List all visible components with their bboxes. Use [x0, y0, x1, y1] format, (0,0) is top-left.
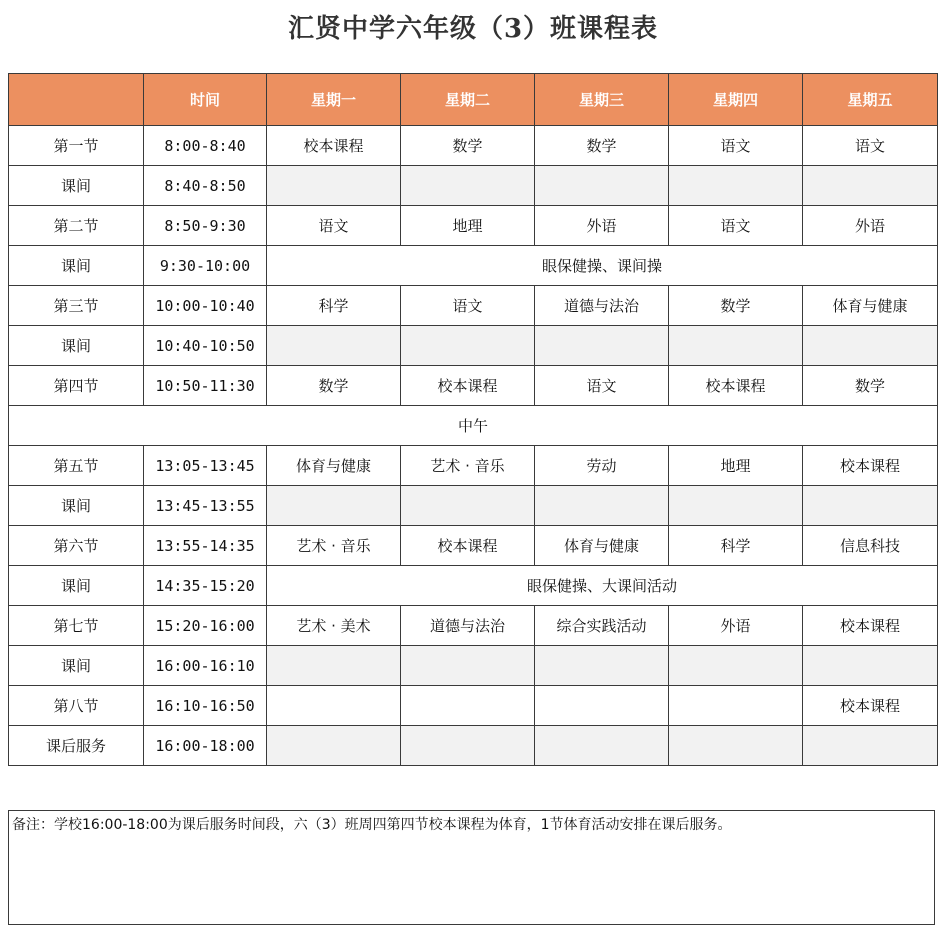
empty-cell: [401, 486, 535, 526]
table-row: [9, 246, 938, 286]
merged-activity-cell: 眼保健操、大课间活动: [267, 566, 938, 606]
empty-cell: [401, 166, 535, 206]
time-cell: 10:00-10:40: [144, 286, 267, 326]
course-cell: 校本课程: [401, 526, 535, 566]
time-cell: 8:00-8:40: [144, 126, 267, 166]
time-cell: 15:20-16:00: [144, 606, 267, 646]
empty-cell: [267, 486, 401, 526]
course-cell: 体育与健康: [803, 286, 938, 326]
table-row: [9, 646, 938, 686]
course-cell: 地理: [401, 206, 535, 246]
course-cell: 校本课程: [401, 366, 535, 406]
course-cell: 道德与法治: [535, 286, 669, 326]
empty-cell: [535, 726, 669, 766]
period-cell: 第四节: [9, 366, 144, 406]
time-cell: 10:40-10:50: [144, 326, 267, 366]
page-title: 汇贤中学六年级（3）班课程表: [287, 14, 659, 44]
time-cell: 16:00-18:00: [144, 726, 267, 766]
empty-cell: [535, 646, 669, 686]
header-time: 时间: [144, 74, 267, 126]
period-cell: 课间: [9, 326, 144, 366]
course-cell: 体育与健康: [267, 446, 401, 486]
course-cell: 校本课程: [669, 366, 803, 406]
course-cell: 外语: [669, 606, 803, 646]
header-row: [9, 74, 938, 126]
course-cell: [535, 686, 669, 726]
course-cell: 艺术 · 美术: [267, 606, 401, 646]
period-cell: 课后服务: [9, 726, 144, 766]
period-cell: 第二节: [9, 206, 144, 246]
course-cell: 校本课程: [803, 606, 938, 646]
period-cell: 课间: [9, 166, 144, 206]
empty-cell: [669, 646, 803, 686]
table-row: [9, 566, 938, 606]
time-cell: 9:30-10:00: [144, 246, 267, 286]
course-cell: [267, 686, 401, 726]
course-cell: 数学: [401, 126, 535, 166]
course-cell: 语文: [535, 366, 669, 406]
period-cell: 课间: [9, 246, 144, 286]
table-row: [9, 406, 938, 446]
course-cell: 数学: [803, 366, 938, 406]
empty-cell: [669, 486, 803, 526]
course-cell: [401, 686, 535, 726]
course-cell: 语文: [803, 126, 938, 166]
empty-cell: [535, 166, 669, 206]
course-cell: 艺术 · 音乐: [401, 446, 535, 486]
empty-cell: [267, 726, 401, 766]
header-corner-cell: [9, 74, 144, 126]
empty-cell: [267, 326, 401, 366]
course-cell: 校本课程: [803, 446, 938, 486]
period-cell: 第五节: [9, 446, 144, 486]
course-cell: 艺术 · 音乐: [267, 526, 401, 566]
period-cell: 第八节: [9, 686, 144, 726]
table-row: [9, 166, 938, 206]
course-cell: 语文: [401, 286, 535, 326]
table-row: [9, 726, 938, 766]
empty-cell: [401, 726, 535, 766]
empty-cell: [267, 646, 401, 686]
course-cell: 校本课程: [803, 686, 938, 726]
time-cell: 16:10-16:50: [144, 686, 267, 726]
empty-cell: [669, 326, 803, 366]
empty-cell: [803, 486, 938, 526]
empty-cell: [535, 326, 669, 366]
empty-cell: [803, 726, 938, 766]
course-cell: 语文: [669, 126, 803, 166]
table-row: [9, 606, 938, 646]
time-cell: 10:50-11:30: [144, 366, 267, 406]
course-cell: 科学: [267, 286, 401, 326]
table-row: [9, 326, 938, 366]
table-row: [9, 206, 938, 246]
header-tuesday: 星期二: [401, 74, 535, 126]
time-cell: 13:05-13:45: [144, 446, 267, 486]
table-row: [9, 446, 938, 486]
period-cell: 第三节: [9, 286, 144, 326]
period-cell: 课间: [9, 646, 144, 686]
course-cell: 地理: [669, 446, 803, 486]
time-cell: 16:00-16:10: [144, 646, 267, 686]
empty-cell: [669, 726, 803, 766]
header-thursday: 星期四: [669, 74, 803, 126]
course-cell: 数学: [267, 366, 401, 406]
header-wednesday: 星期三: [535, 74, 669, 126]
empty-cell: [803, 166, 938, 206]
course-cell: 综合实践活动: [535, 606, 669, 646]
time-cell: 8:50-9:30: [144, 206, 267, 246]
course-cell: 语文: [669, 206, 803, 246]
noon-cell: 中午: [9, 406, 938, 446]
table-row: [9, 526, 938, 566]
empty-cell: [669, 166, 803, 206]
course-cell: [669, 686, 803, 726]
course-cell: 信息科技: [803, 526, 938, 566]
header-monday: 星期一: [267, 74, 401, 126]
course-cell: 数学: [669, 286, 803, 326]
time-cell: 8:40-8:50: [144, 166, 267, 206]
empty-cell: [401, 326, 535, 366]
period-cell: 课间: [9, 486, 144, 526]
empty-cell: [535, 486, 669, 526]
course-cell: 外语: [803, 206, 938, 246]
empty-cell: [401, 646, 535, 686]
course-cell: 道德与法治: [401, 606, 535, 646]
remarks-note: 备注：学校16:00-18:00为课后服务时间段，六（3）班周四第四节校本课程为体育，1节体育活动安排在课后服务。: [8, 810, 935, 925]
table-row: [9, 286, 938, 326]
time-cell: 14:35-15:20: [144, 566, 267, 606]
empty-cell: [803, 646, 938, 686]
course-cell: 劳动: [535, 446, 669, 486]
header-friday: 星期五: [803, 74, 938, 126]
empty-cell: [803, 326, 938, 366]
course-cell: 体育与健康: [535, 526, 669, 566]
table-row: [9, 686, 938, 726]
time-cell: 13:45-13:55: [144, 486, 267, 526]
course-cell: 科学: [669, 526, 803, 566]
period-cell: 课间: [9, 566, 144, 606]
period-cell: 第六节: [9, 526, 144, 566]
time-cell: 13:55-14:35: [144, 526, 267, 566]
table-row: [9, 126, 938, 166]
merged-activity-cell: 眼保健操、课间操: [267, 246, 938, 286]
period-cell: 第一节: [9, 126, 144, 166]
table-row: [9, 486, 938, 526]
course-cell: 数学: [535, 126, 669, 166]
empty-cell: [267, 166, 401, 206]
period-cell: 第七节: [9, 606, 144, 646]
schedule-table: [8, 73, 938, 766]
course-cell: 校本课程: [267, 126, 401, 166]
course-cell: 外语: [535, 206, 669, 246]
course-cell: 语文: [267, 206, 401, 246]
table-row: [9, 366, 938, 406]
